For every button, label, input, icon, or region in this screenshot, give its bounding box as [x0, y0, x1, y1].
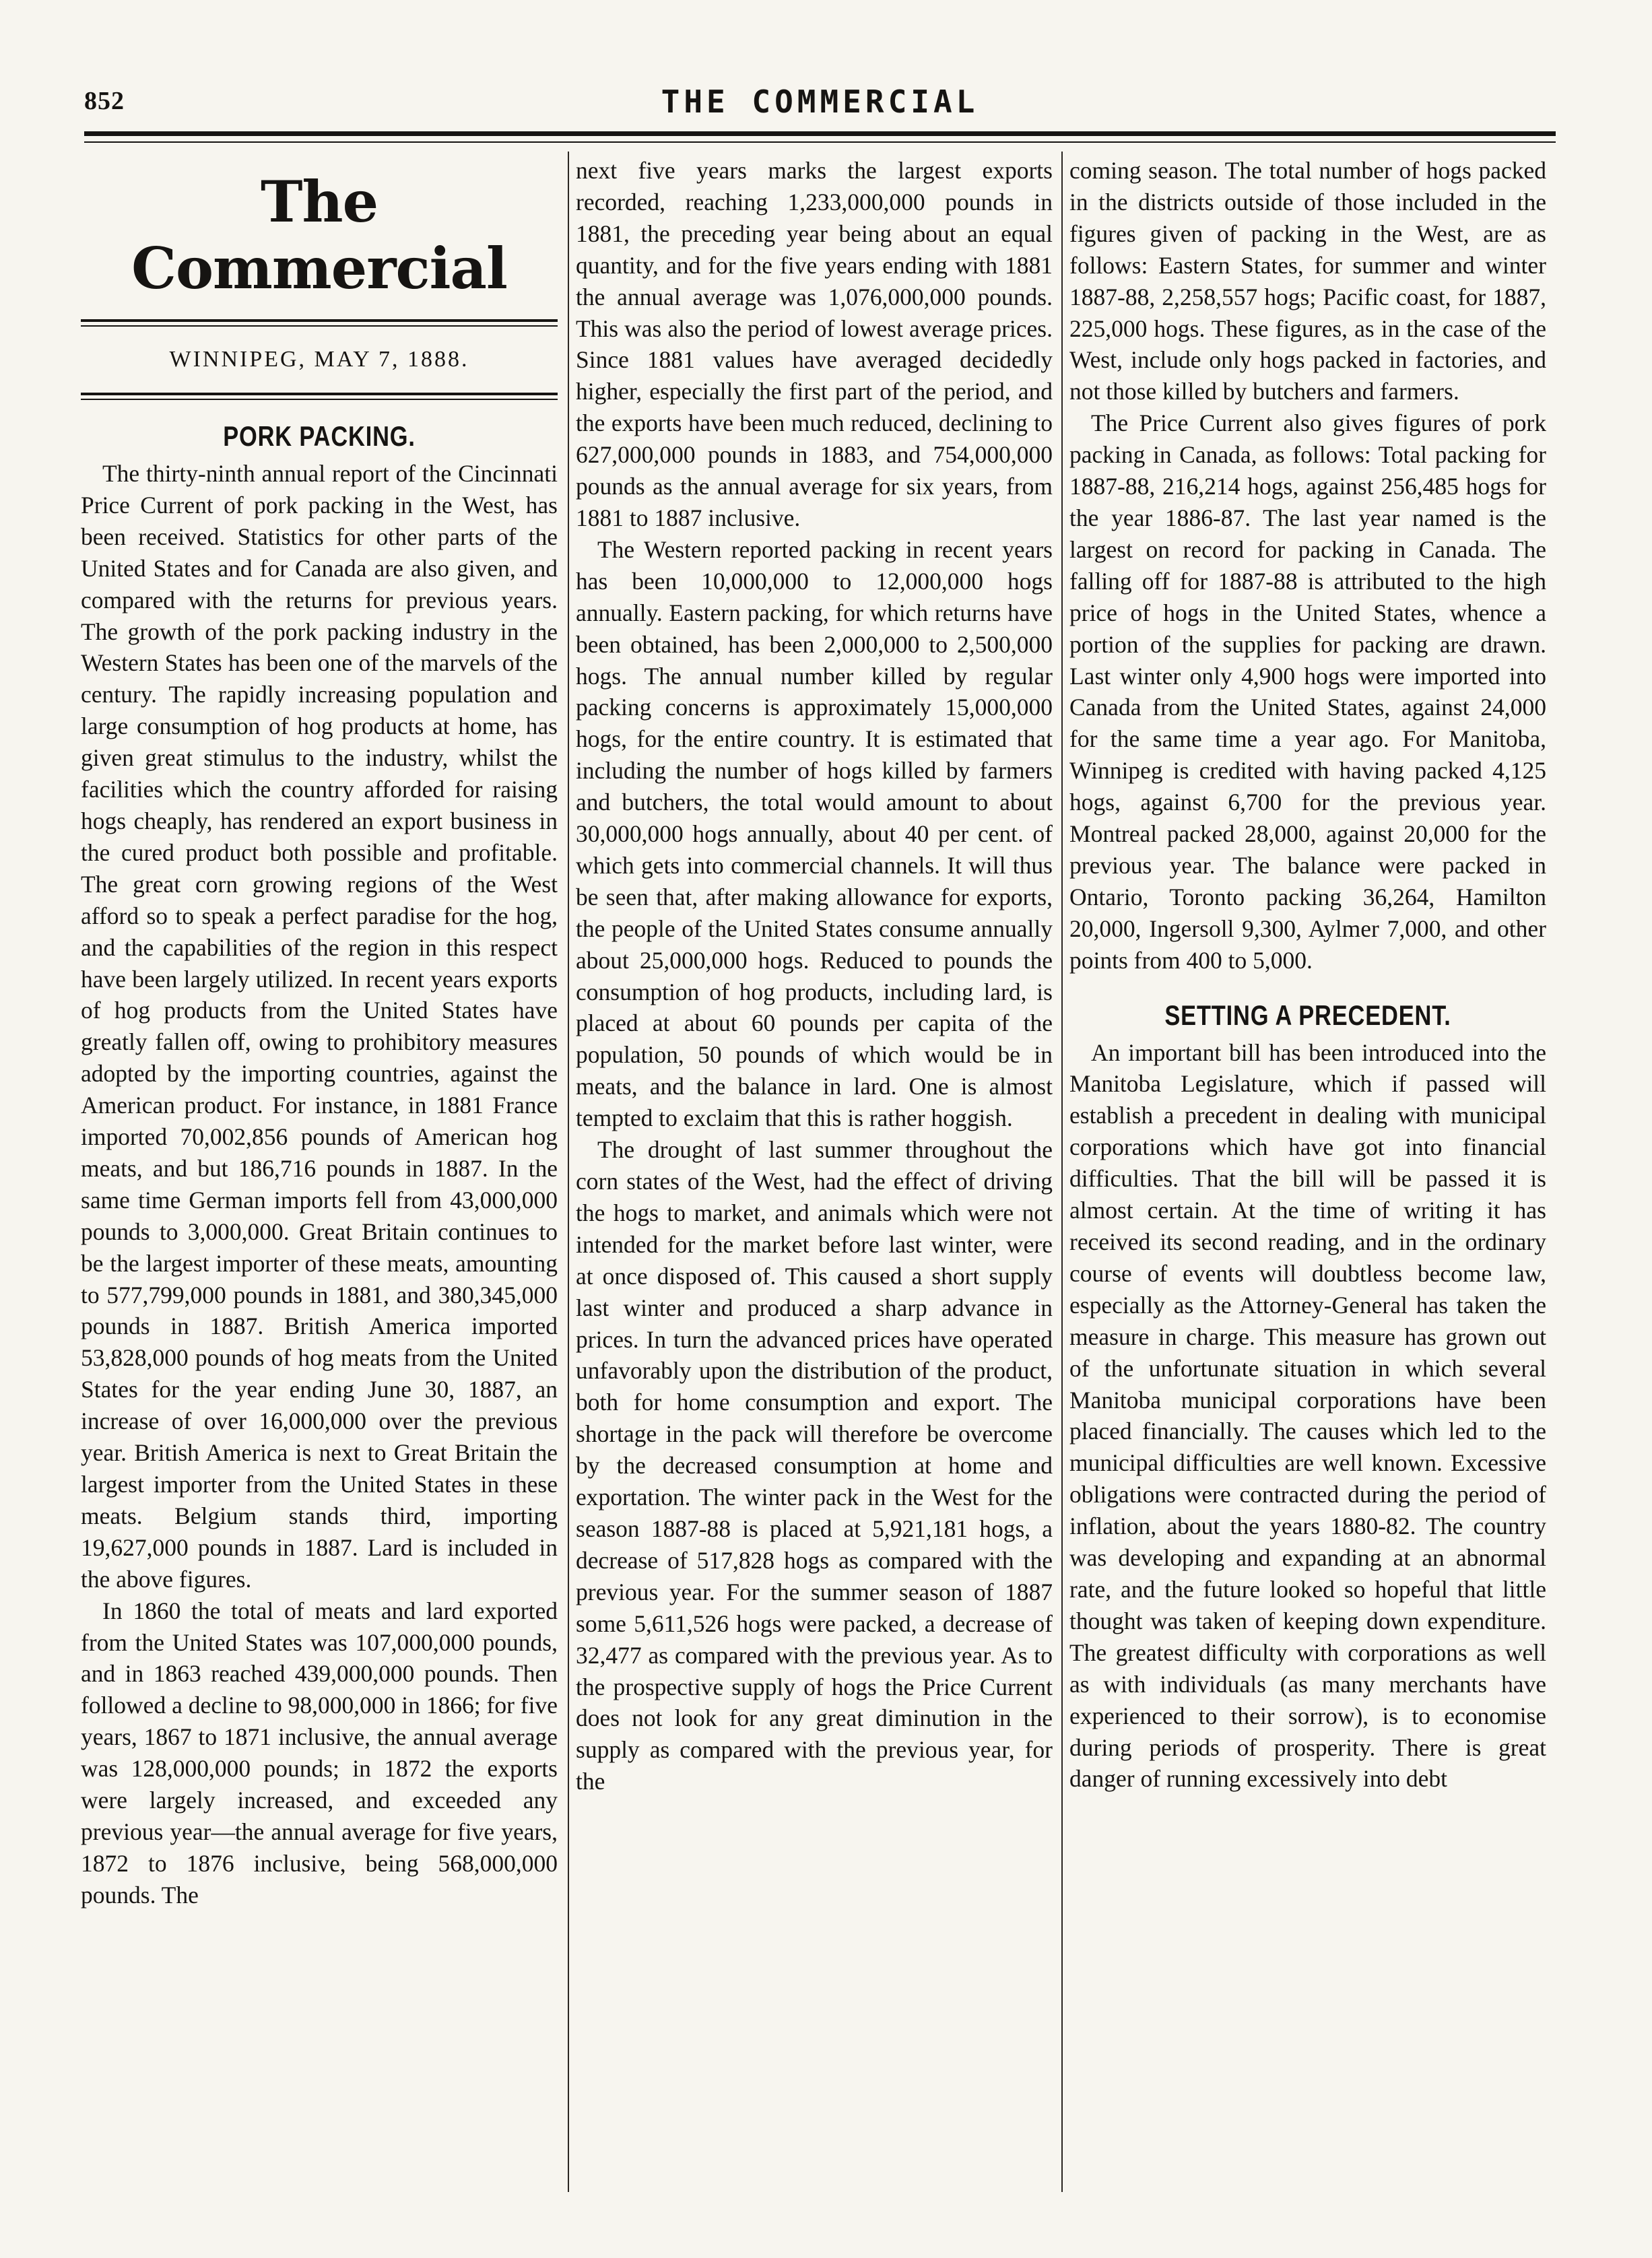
running-head: THE COMMERCIAL: [661, 84, 979, 120]
article-paragraph: The Price Current also gives figures of pork packing in Canada, as follows: Total packing for 1887-88, 216,214 hogs, against 256,485 hogs for the year 1886-87. The last year named is the largest on record for packing in Canada. The falling off for 1887-88 is attributed to the high price of hogs in the United States, whence a portion of the supplies for packing are drawn. Last winter only 4,900 hogs were imported into Canada from the United States, against 24,000 for the same time a year ago. For Manitoba, Winnipeg is credited with having packed 4,125 hogs, against 6,700 for the previous year. Montreal packed 28,000, against 20,000 for the previous year. The balance were packed in Ontario, Toronto packing 36,264, Hamilton 20,000, Ingersoll 9,300, Aylmer 7,000, and other points from 400 to 5,000.: [1069, 409, 1546, 974]
article-paragraph: The Western reported packing in recent years has been 10,000,000 to 12,000,000 hogs annually. Eastern packing, for which returns have been obtained, has been 2,000,000 to 2,500,000 hogs. The annual number killed by regular packing concerns is approximately 15,000,000 hogs, for the entire country. It is estimated that including the number of hogs killed by farmers and butchers, the total would amount to about 30,000,000 hogs annually, about 40 per cent. of which gets into commercial channels. It will thus be seen that, after making allowance for exports, the people of the United States consume annually about 25,000,000 hogs. Reduced to pounds the consumption of hog products, including lard, is placed at about 60 pounds per capita of the population, 50 pounds of which would be in meats, and the balance in lard. One is almost tempted to exclaim that this is rather hoggish.: [576, 535, 1053, 1132]
article-headline-pork-packing: PORK PACKING.: [223, 420, 416, 452]
column-2: [576, 155, 1053, 1797]
header-rule-thin: [84, 141, 1556, 143]
masthead-rule: [81, 319, 558, 327]
article-paragraph: The thirty-ninth annual report of the Cincinnati Price Current of pork packing in the West, has been received. Statistics for other parts of the United States and for Canada are also given, and compared with the returns for previous years. The growth of the pork packing industry in the Western States has been one of the marvels of the century. The rapidly increasing population and large consumption of hog products at home, has given great stimulus to the industry, whilst the facilities which the country afforded for raising hogs cheaply, has rendered an export business in the cured product both possible and profitable. The great corn growing regions of the West afford so to speak a perfect paradise for the hog, and the capabilities of the region in this respect have been largely utilized. In recent years exports of hog products from the United States have greatly fallen off, owing to prohibitory measures adopted by the importing countries, against the American product. For instance, in 1881 France imported 70,002,856 pounds of American hog meats, and but 186,716 pounds in 1887. In the same time German imports fell from 43,000,000 pounds to 3,000,000. Great Britain continues to be the largest importer of these meats, amounting to 577,799,000 pounds in 1881, and 380,345,000 pounds in 1887. British America imported 53,828,000 pounds of hog meats from the United States for the year ending June 30, 1887, an increase of over 16,000,000 over the previous year. British America is next to Great Britain the largest importer from the United States in these meats. Belgium stands third, importing 19,627,000 pounds in 1887. Lard is included in the above figures.: [81, 460, 558, 1593]
dateline: WINNIPEG, MAY 7, 1888.: [169, 347, 469, 372]
header-rule-thick: [84, 131, 1556, 136]
page-number: 852: [84, 87, 125, 115]
column-divider: [568, 152, 569, 2192]
article-paragraph: coming season. The total number of hogs packed in the districts outside of those included in the figures given of packing in the West, are as follows: Eastern States, for summer and winter 1887-88, 2,258,557 hogs; Pacific coast, for 1887, 225,000 hogs. These figures, as in the case of the West, include only hogs packed in factories, and not those killed by butchers and farmers.: [1069, 157, 1546, 405]
page-header: [84, 86, 1556, 127]
article-paragraph: An important bill has been introduced into the Manitoba Legislature, which if passed will establish a precedent in dealing with municipal corporations which have got into financial difficulties. That the bill will be passed it is almost certain. At the time of writing it has received its second reading, and in the ordinary course of events will doubtless become law, especially as the Attorney-General has taken the measure in charge. This measure has grown out of the unfortunate situation in which several Manitoba municipal corporations have been placed financially. The causes which led to the municipal difficulties are well known. Excessive obligations were contracted during the period of inflation, about the years 1880-82. The country was developing and expanding at an abnormal rate, and the future looked so hopeful that little thought was taken of keeping down expenditure. The greatest difficulty with corporations as well as with individuals (as many merchants have experienced to their sorrow), is to economise during periods of prosperity. There is great danger of running excessively into debt: [1069, 1038, 1546, 1793]
column-1: [81, 155, 558, 1911]
column-3: [1069, 155, 1546, 1795]
article-headline-setting-a-precedent: SETTING A PRECEDENT.: [1164, 999, 1451, 1031]
masthead-title: The Commercial: [131, 168, 507, 302]
article-paragraph: The drought of last summer throughout the corn states of the West, had the effect of driving the hogs to market, and animals which were not intended for the market before last winter, were at once disposed of. This caused a short supply last winter and produced a sharp advance in prices. In turn the advanced prices have operated unfavorably upon the distribution of the product, both for home consumption and export. The shortage in the pack will therefore be overcome by the decreased consumption at home and exportation. The winter pack in the West for the season 1887-88 is placed at 5,921,181 hogs, a decrease of 517,828 hogs as compared with the previous year. For the summer season of 1887 some 5,611,526 hogs were packed, a decrease of 32,477 as compared with the previous year. As to the prospective supply of hogs the Price Current does not look for any great diminution in the supply as compared with the previous year, for the: [576, 1136, 1053, 1795]
dateline-rule: [81, 393, 558, 400]
article-paragraph: next five years marks the largest exports recorded, reaching 1,233,000,000 pounds in 1881, the preceding year being about an equal quantity, and for the five years ending with 1881 the annual average was 1,076,000,000 pounds. This was also the period of lowest average prices. Since 1881 values have averaged decidedly higher, especially the first part of the period, and the exports have been much reduced, declining to 627,000,000 pounds in 1883, and 754,000,000 pounds as the annual average for six years, from 1881 to 1887 inclusive.: [576, 157, 1053, 531]
column-divider: [1061, 152, 1063, 2192]
article-paragraph: In 1860 the total of meats and lard exported from the United States was 107,000,000 pounds, and in 1863 reached 439,000,000 pounds. Then followed a decline to 98,000,000 in 1866; for five years, 1867 to 1871 inclusive, the annual average was 128,000,000 pounds; in 1872 the exports were largely increased, and exceeded any previous year—the annual average for five years, 1872 to 1876 inclusive, being 568,000,000 pounds. The: [81, 1597, 558, 1908]
